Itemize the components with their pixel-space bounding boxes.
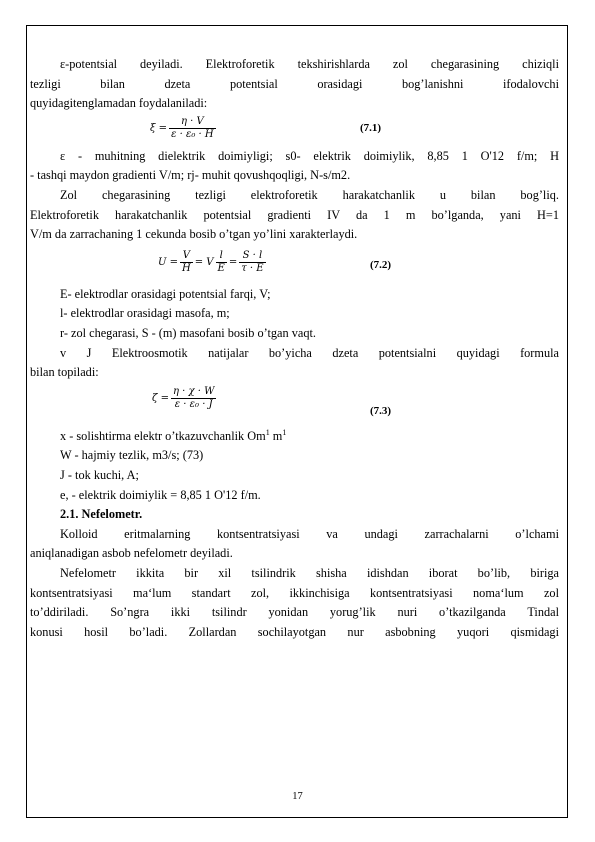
formula-7-2-lhs: U = bbox=[158, 256, 178, 268]
formula-7-1-expression bbox=[148, 116, 216, 141]
paragraph-4-line-1: v J Elektroosmotik natijalar bo’yicha dzeta potentsialni quyidagi formula bbox=[60, 345, 559, 360]
paragraph-1-line-1: ε-potentsial deyiladi. Elektroforetik tekshirishlarda zol chegarasining chiziqli bbox=[60, 57, 559, 71]
formula-7-3 bbox=[30, 383, 559, 423]
paragraph-1-line-3: quyidagitenglamadan foydalaniladi: bbox=[30, 96, 208, 111]
formula-7-1-lhs: ξ = bbox=[150, 122, 168, 134]
formula-7-2-term3-denominator: τ · E bbox=[241, 262, 264, 274]
definition-x-sup1: 1 bbox=[265, 427, 270, 437]
paragraph-5-line-1: Kolloid eritmalarning kontsentratsiyasi va undagi zarrachalarni o’lchami bbox=[60, 526, 559, 541]
text-block-2 bbox=[30, 147, 559, 245]
definition-x bbox=[30, 423, 559, 447]
definition-J: J - tok kuchi, A; bbox=[60, 468, 139, 482]
formula-7-3-expression bbox=[150, 386, 216, 411]
paragraph-4-line-2: bilan topiladi: bbox=[30, 365, 99, 380]
paragraph-2-line-2: - tashqi maydon gradienti V/m; rj- muhit qovushqoqligi, N-s/m2. bbox=[30, 168, 351, 183]
definition-x-unit: m bbox=[269, 428, 283, 443]
formula-7-2-expression bbox=[156, 250, 266, 275]
formula-7-2-term3-numerator: S · l bbox=[239, 250, 265, 263]
paragraph-6-line-4: konusi hosil bo’ladi. Zollardan sochilayotgan nur asbobning yuqori qismidagi bbox=[30, 624, 559, 639]
paragraph-3-line-2: Elektroforetik harakatchanlik potentsial gradienti IV da 1 m bo’lganda, yani H=1 bbox=[30, 207, 559, 222]
formula-7-2-eq2: = V bbox=[194, 256, 214, 268]
definition-E: E- elektrodlar orasidagi potentsial farqi, V; bbox=[60, 286, 271, 301]
formula-7-1-denominator: ε · ε₀ · H bbox=[171, 128, 214, 140]
formula-7-3-denominator: ε · ε₀ · J bbox=[174, 398, 213, 410]
formula-7-1 bbox=[30, 114, 559, 147]
formula-7-3-label: (7.3) bbox=[370, 404, 392, 417]
paragraph-5-line-2: aniqlanadigan asbob nefelometr deyiladi. bbox=[30, 546, 233, 561]
text-block-1 bbox=[30, 55, 559, 114]
formula-7-2-term1-numerator: V bbox=[180, 250, 193, 263]
section-heading: 2.1. Nefelometr. bbox=[60, 507, 143, 522]
paragraph-6-line-1: Nefelometr ikkita bir xil tsilindrik shisha idishdan iborat bo’lib, biriga bbox=[60, 565, 559, 580]
formula-7-3-numerator: η · χ · W bbox=[172, 385, 215, 397]
text-block-3 bbox=[30, 285, 559, 383]
page-number: 17 bbox=[292, 791, 303, 802]
formula-7-2-label: (7.2) bbox=[370, 258, 392, 271]
formula-7-1-label: (7.1) bbox=[360, 121, 382, 134]
definition-e: e, - elektrik doimiylik = 8,85 1 O'12 f/m. bbox=[60, 487, 261, 502]
paragraph-3-line-1: Zol chegarasining tezligi elektroforetik harakatchanlik u bilan bog’liq. bbox=[60, 187, 559, 202]
formula-7-2 bbox=[30, 245, 559, 285]
paragraph-6-line-2: kontsentratsiyasi ma‘lum standart zol, ikkinchisiga kontsentratsiyasi noma‘lum zol bbox=[30, 585, 559, 600]
definition-x-text: x - solishtirma elektr o’tkazuvchanlik Om bbox=[60, 428, 266, 443]
paragraph-2-line-1: ε - muhitning dielektrik doimiyligi; s0- elektrik doimiylik, 8,85 1 O'12 f/m; H bbox=[60, 148, 559, 163]
definition-r: r- zol chegarasi, S - (m) masofani bosib o’tgan vaqt. bbox=[60, 325, 316, 340]
formula-7-3-lhs: ζ = bbox=[152, 392, 169, 404]
document-body bbox=[30, 55, 559, 642]
formula-7-2-term2-denominator: E bbox=[217, 262, 225, 274]
definition-x-sup2: 1 bbox=[282, 427, 287, 437]
formula-7-2-eq3: = bbox=[228, 256, 238, 268]
paragraph-6-line-3: to’ddiriladi. So’ngra ikki tsilindr yonidan yorug’lik nuri o’tkazilganda Tindal bbox=[30, 605, 559, 620]
definition-W: W - hajmiy tezlik, m3/s; (73) bbox=[60, 448, 204, 463]
text-block-4 bbox=[30, 423, 559, 643]
definition-l: l- elektrodlar orasidagi masofa, m; bbox=[60, 306, 230, 321]
paragraph-3-line-3: V/m da zarrachaning 1 cekunda bosib o’tgan yo’lini xarakterlaydi. bbox=[30, 227, 358, 242]
formula-7-2-term2-numerator: l bbox=[216, 250, 227, 263]
formula-7-1-numerator: η · V bbox=[169, 116, 216, 129]
formula-7-2-term1-denominator: H bbox=[182, 262, 191, 274]
paragraph-1-line-2: tezligi bilan dzeta potentsial orasidagi bog’lanishni ifodalovchi bbox=[30, 76, 559, 91]
